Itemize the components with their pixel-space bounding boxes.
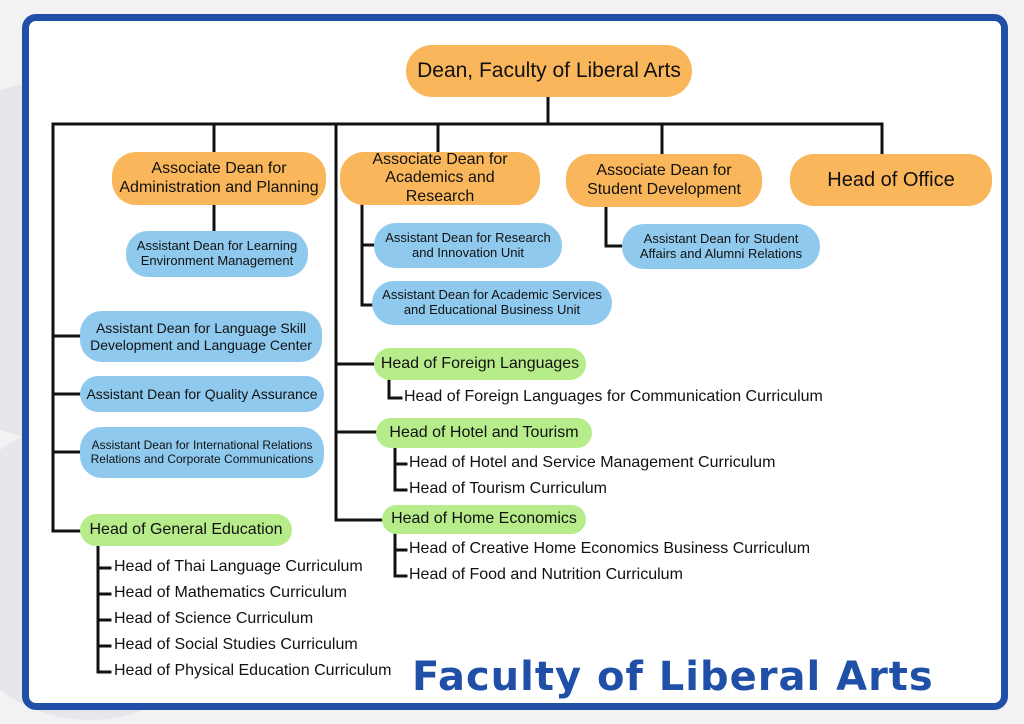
curriculum-tourism: Head of Tourism Curriculum bbox=[409, 480, 607, 497]
associate-dean-administration-label: Associate Dean for Administration and Planning bbox=[119, 160, 319, 196]
assistant-dean-quality-label: Assistant Dean for Quality Assurance bbox=[86, 385, 318, 402]
assistant-dean-learning-env-node bbox=[126, 231, 308, 277]
curriculum-science: Head of Science Curriculum bbox=[114, 610, 314, 627]
dean-node bbox=[406, 45, 692, 97]
curriculum-pe: Head of Physical Education Curriculum bbox=[114, 662, 392, 679]
associate-dean-academics-label: Associate Dean for Academics and Research bbox=[372, 150, 508, 205]
head-hotel-tourism-label: Head of Hotel and Tourism bbox=[389, 423, 579, 441]
assistant-dean-international-node bbox=[80, 427, 324, 478]
curriculum-math: Head of Mathematics Curriculum bbox=[114, 584, 347, 601]
assistant-dean-language-skill-label: Assistant Dean for Language Skill Development and Language Center bbox=[90, 320, 312, 353]
assistant-dean-international-label: Assistant Dean for International Relations Relations and Corporate Communications bbox=[90, 437, 314, 466]
head-hotel-tourism-node bbox=[376, 418, 592, 448]
head-general-education-label: Head of General Education bbox=[89, 520, 283, 538]
assistant-dean-learning-env-label: Assistant Dean for Learning Environment Management bbox=[136, 238, 298, 268]
head-home-economics-label: Head of Home Economics bbox=[391, 510, 577, 528]
curriculum-food-nutrition: Head of Food and Nutrition Curriculum bbox=[409, 566, 683, 583]
head-of-office-node bbox=[790, 154, 992, 206]
assistant-dean-language-skill-node bbox=[80, 311, 322, 362]
head-home-economics-node bbox=[382, 505, 586, 534]
assistant-dean-student-affairs-node bbox=[622, 224, 820, 269]
curriculum-foreign-communication: Head of Foreign Languages for Communication Curriculum bbox=[404, 388, 823, 405]
head-of-office-label: Head of Office bbox=[827, 168, 955, 191]
head-foreign-languages-node bbox=[374, 348, 586, 380]
associate-dean-administration-node bbox=[112, 152, 326, 205]
curriculum-creative-home: Head of Creative Home Economics Business Curriculum bbox=[409, 540, 811, 557]
associate-dean-student-label: Associate Dean for Student Development bbox=[587, 162, 741, 198]
curriculum-thai: Head of Thai Language Curriculum bbox=[114, 558, 363, 575]
dean-label: Dean, Faculty of Liberal Arts bbox=[417, 58, 681, 82]
assistant-dean-research-label: Assistant Dean for Research and Innovation Unit bbox=[385, 229, 551, 260]
head-foreign-languages-label: Head of Foreign Languages bbox=[380, 354, 580, 372]
head-general-education-node bbox=[80, 514, 292, 546]
assistant-dean-academic-services-label: Assistant Dean for Academic Services and Educational Business Unit bbox=[382, 287, 602, 317]
associate-dean-academics-node bbox=[340, 152, 540, 205]
curriculum-hotel-service: Head of Hotel and Service Management Curriculum bbox=[409, 454, 776, 471]
curriculum-social: Head of Social Studies Curriculum bbox=[114, 636, 358, 653]
footer-title: Faculty of Liberal Arts bbox=[412, 654, 934, 700]
assistant-dean-quality-node bbox=[80, 376, 324, 412]
assistant-dean-research-node bbox=[374, 223, 562, 268]
assistant-dean-academic-services-node bbox=[372, 281, 612, 325]
associate-dean-student-node bbox=[566, 154, 762, 207]
assistant-dean-student-affairs-label: Assistant Dean for Student Affairs and Alumni Relations bbox=[639, 230, 803, 261]
